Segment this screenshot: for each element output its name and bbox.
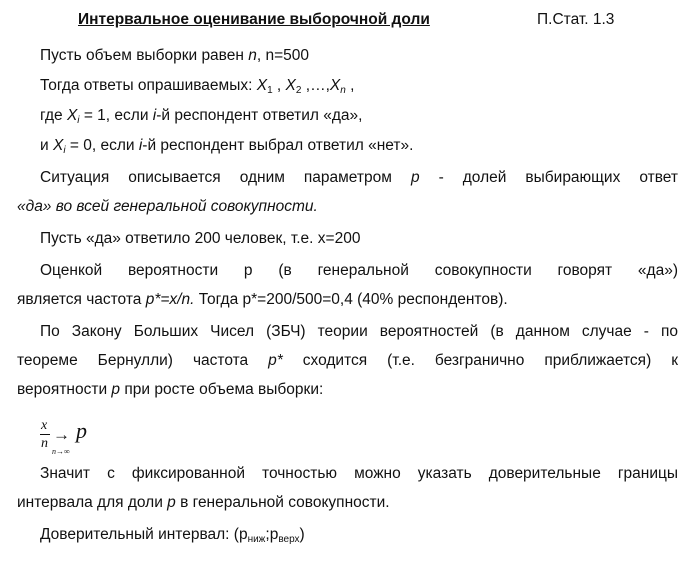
var-p: p <box>111 381 121 398</box>
text: во всей генеральной совокупности. <box>51 198 318 215</box>
formula-limit: p <box>76 418 87 443</box>
text: -й респондент выбрал ответил «нет». <box>142 137 414 154</box>
var-p: p <box>167 494 176 511</box>
text: ,…, <box>301 77 330 94</box>
text: , <box>272 77 286 94</box>
sub: i <box>77 115 80 126</box>
var-x: X <box>66 107 78 124</box>
var-i: i <box>138 137 143 154</box>
paragraph-estimate-2 <box>17 290 508 310</box>
text: в генеральной совокупности. <box>175 494 390 511</box>
text: Пусть объем выборки равен <box>40 47 249 64</box>
text: Ситуация описывается одним параметром <box>40 169 411 186</box>
paragraph-conclusion-1: Значит с фиксированной точностью можно указать доверительные границы <box>40 465 678 482</box>
text: является частота <box>17 291 146 308</box>
text: , <box>345 77 355 94</box>
paragraph-situation-1 <box>40 168 678 188</box>
text: интервала для доли <box>17 494 168 511</box>
var-x: X <box>329 77 341 94</box>
text: теореме Бернулли) частота <box>17 352 269 369</box>
limit-formula <box>38 420 118 456</box>
arrow-icon: → <box>53 425 70 444</box>
sub: 2 <box>295 85 302 96</box>
formula-numerator: x <box>41 418 48 433</box>
var-x: X <box>256 77 268 94</box>
formula-denominator: n <box>41 436 48 451</box>
paragraph-xi-yes <box>40 106 362 126</box>
paragraph-conclusion-2 <box>17 493 390 513</box>
paragraph-sample-size <box>40 46 309 66</box>
paragraph-situation-2 <box>17 197 318 217</box>
sub: 1 <box>267 85 273 96</box>
paragraph-lln-3 <box>17 380 323 400</box>
page-title: Интервальное оценивание выборочной доли <box>78 11 430 28</box>
sub: i <box>63 145 66 156</box>
var-x: X <box>285 77 296 94</box>
paragraph-answers <box>40 76 354 96</box>
var-pstar: p*=x/n. <box>145 291 195 308</box>
text: = 0, если <box>65 137 139 154</box>
sub-lower: ниж <box>247 534 266 545</box>
paragraph-xi-no <box>40 136 413 156</box>
var-i: i <box>152 107 157 124</box>
var-pstar: p* <box>268 352 283 369</box>
paragraph-yes-count: Пусть «да» ответило 200 человек, т.е. x=200 <box>40 230 361 247</box>
paragraph-lln-1: По Закону Больших Чисел (ЗБЧ) теории вероятностей (в данном случае - по <box>40 323 678 340</box>
paragraph-confidence-interval <box>40 525 305 545</box>
text: сходится (т.е. безгранично приближается) к <box>282 352 678 369</box>
text: и <box>40 137 53 154</box>
text: - долей выбирающих ответ <box>419 169 678 186</box>
var-p: p <box>410 169 420 186</box>
text: , n=500 <box>256 47 310 64</box>
var-x: X <box>52 137 64 154</box>
text: при росте объема выборки: <box>120 381 324 398</box>
text: = 1, если <box>79 107 153 124</box>
text: где <box>40 107 67 124</box>
text: Тогда ответы опрашиваемых: <box>40 77 257 94</box>
text: Тогда p*=200/500=0,4 (40% респондентов). <box>194 291 508 308</box>
sub: n <box>340 85 346 96</box>
text: «да» <box>17 198 52 215</box>
paragraph-lln-2 <box>17 351 678 371</box>
text: вероятности <box>17 381 112 398</box>
text: -й респондент ответил «да», <box>156 107 363 124</box>
text: ) <box>299 526 305 543</box>
text: Доверительный интервал: (р <box>40 526 248 543</box>
text: ;р <box>265 526 279 543</box>
formula-condition: n→∞ <box>52 447 70 456</box>
sub-upper: верх <box>278 534 300 545</box>
paragraph-estimate-1: Оценкой вероятности p (в генеральной совокупности говорят «да») <box>40 262 678 279</box>
var-n: n <box>248 47 257 64</box>
section-code: П.Стат. 1.3 <box>537 11 615 28</box>
